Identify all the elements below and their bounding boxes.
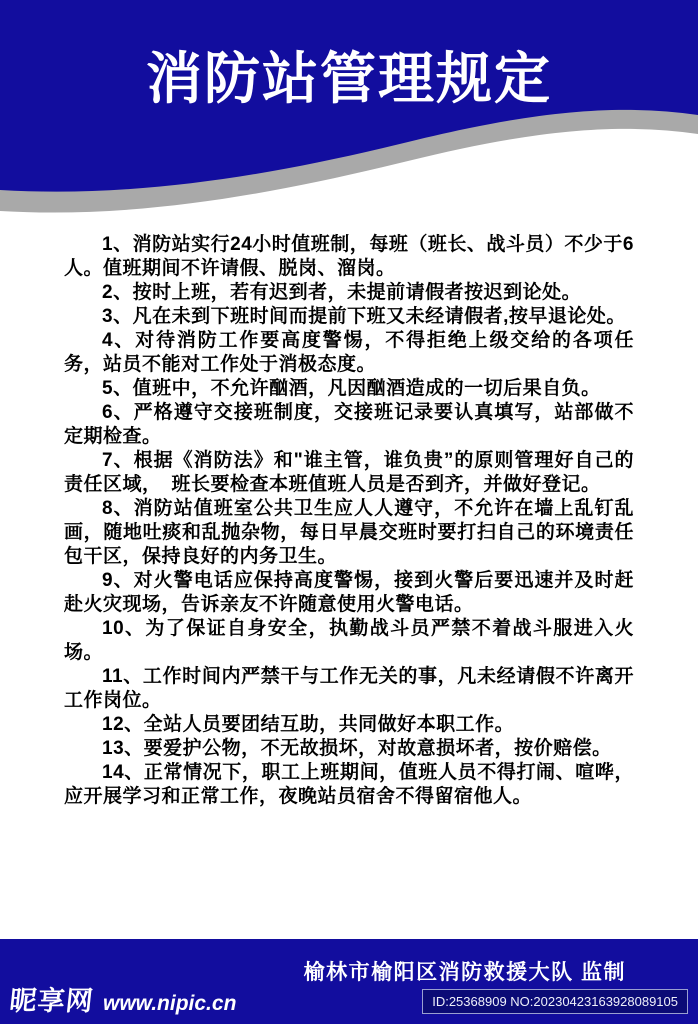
watermark-site-url: www.nipic.cn xyxy=(103,992,237,1015)
rule-item: 6、严格遵守交接班制度，交接班记录要认真填写，站部做不定期检查。 xyxy=(64,402,634,447)
rule-item: 2、按时上班，若有迟到者，未提前请假者按迟到论处。 xyxy=(102,282,582,303)
rule-item: 4、对待消防工作要高度警惕，不得拒绝上级交给的各项任务，站员不能对工作处于消极态度。 xyxy=(64,330,634,375)
rule-item: 12、全站人员要团结互助，共同做好本职工作。 xyxy=(102,714,515,735)
page-title: 消防站管理规定 xyxy=(146,47,552,110)
rule-item: 10、为了保证自身安全，执勤战斗员严禁不着战斗服进入火场。 xyxy=(64,618,634,663)
rules-list xyxy=(64,233,634,809)
rule-item: 5、值班中，不允许酗酒，凡因酗酒造成的一切后果自负。 xyxy=(102,378,601,399)
image-id-badge: ID:25368909 NO:20230423163928089105 xyxy=(422,989,688,1014)
rule-item: 11、工作时间内严禁干与工作无关的事，凡未经请假不许离开工作岗位。 xyxy=(64,666,634,711)
supervisor-credit: 榆林市榆阳区消防救援大队 监制 xyxy=(303,961,626,984)
rule-item: 13、要爱护公物，不无故损坏，对故意损坏者，按价赔偿。 xyxy=(102,738,612,759)
footer-banner xyxy=(0,939,698,1024)
rule-item: 3、凡在未到下班时间而提前下班又未经请假者,按早退论处。 xyxy=(102,306,626,327)
rule-item: 8、消防站值班室公共卫生应人人遵守，不允许在墙上乱钉乱画，随地吐痰和乱抛杂物，每日早晨交班时要打扫自己的环境责任包干区，保持良好的内务卫生。 xyxy=(64,498,634,567)
rule-item: 7、根据《消防法》和"谁主管，谁负贵”的原则管理好自己的责任区域， 班长要检查本班值班人员是否到齐，并做好登记。 xyxy=(64,450,634,495)
watermark-site-name: 昵享网 xyxy=(8,986,96,1016)
header-banner xyxy=(0,0,698,230)
header-wave-graphic xyxy=(0,0,698,230)
rule-item: 9、对火警电话应保持高度警惕，接到火警后要迅速并及时赶赴火灾现场，告诉亲友不许随意使用火警电话。 xyxy=(64,570,634,615)
rule-item: 1、消防站实行24小时值班制，每班（班长、战斗员）不少于6人。值班期间不许请假、脱岗、溜岗。 xyxy=(64,234,634,279)
rule-item: 14、正常情况下，职工上班期间，值班人员不得打闹、喧哗，应开展学习和正常工作，夜晚站员宿舍不得留宿他人。 xyxy=(64,762,634,807)
watermark xyxy=(10,979,236,1018)
